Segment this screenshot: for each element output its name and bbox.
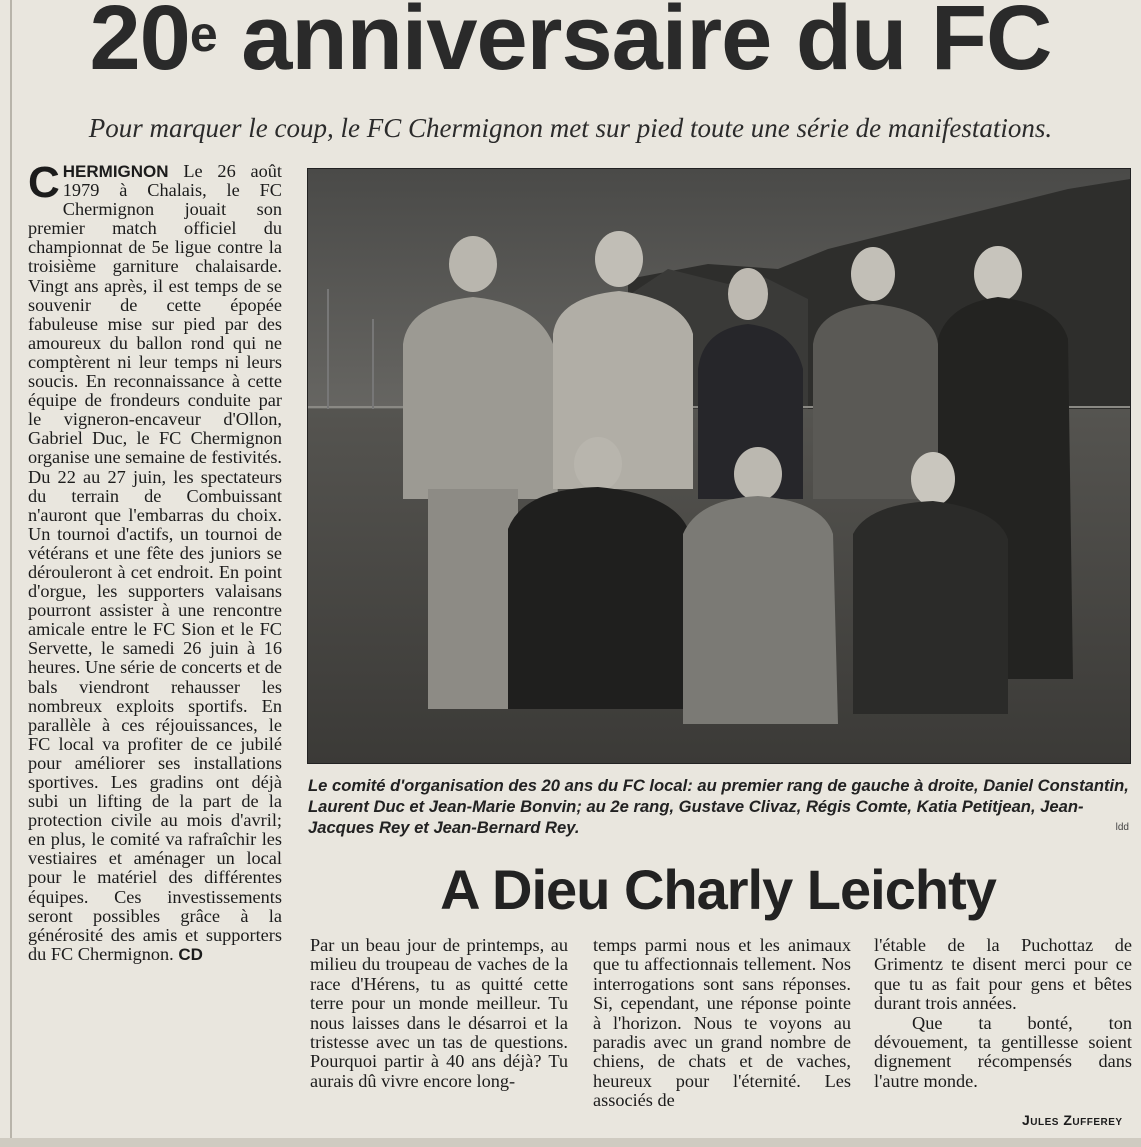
- obituary-column-2: [593, 936, 851, 1111]
- team-photo: [307, 168, 1131, 764]
- article-text: Le 26 août 1979 à Chalais, le FC Chermignon jouait son premier match officiel du championnat de 5e ligue contre la troisième garniture chalaisarde. Vingt ans après, il est temps de se souvenir de cette épopée fabuleuse mise sur pied par des amoureux du ballon rond qui ne comptèrent ni leur temps ni leurs soucis. En reconnaissance à cette équipe de frondeurs conduite par le vigneron-encaveur d'Ollon, Gabriel Duc, le FC Chermignon organise une semaine de festivités. Du 22 au 27 juin, les spectateurs du terrain de Combuissant n'auront que l'embarras du choix. Un tournoi d'actifs, un tournoi de vétérans et une fête des juniors se dérouleront à cet endroit. En point d'orgue, les supporters valaisans pourront assister à une rencontre amicale entre le FC Sion et le FC Servette, le samedi 26 juin à 16 heures. Une série de concerts et de bals viendront rehausser les nombreux exploits sportifs. En parallèle à ces réjouissances, le FC local va profiter de ce jubilé pour améliorer ses installations sportives. Les gradins ont déjà subi un lifting de la part de la protection civile au mois d'avril; en plus, le comité va rafraîchir les vestiaires et aménager un local pour le matériel des différentes équipes. Ces investissements seront possibles grâce à la générosité des amis et supporters du FC Chermignon.: [28, 161, 283, 964]
- obituary-paragraph: l'étable de la Puchottaz de Grimentz te disent merci pour ce que tu as fait pour gens et bêtes durant trois années.: [874, 935, 1132, 1014]
- subheadline: Pour marquer le coup, le FC Chermignon met sur pied toute une série de manifestations.: [88, 113, 1053, 143]
- page-edge: [10, 0, 12, 1147]
- article-body: [28, 158, 283, 964]
- obituary-paragraph: temps parmi nous et les animaux que tu affectionnais tellement. Nos interrogations sont sans réponses. Si, cependant, une réponse pointe à l'horizon. Nous te voyons au paradis avec un grand nombre de chiens, de chats et de vaches, heureux pour l'éternité. Les associés de: [593, 935, 851, 1111]
- author-initials: CD: [178, 944, 203, 964]
- obituary-column-3: [874, 936, 1132, 1091]
- photo-caption: Le comité d'organisation des 20 ans du FC local: au premier rang de gauche à droite, Daniel Constantin, Laurent Duc et Jean-Marie Bonvin; au 2e rang, Gustave Clivaz, Régis Comte, Katia Petitjean, Jean-Jacques Rey et Jean-Bernard Rey.: [308, 776, 1129, 837]
- obituary-paragraph: Que ta bonté, ton dévouement, ta gentillesse soient dignement récompensés dans l'autre monde.: [874, 1012, 1132, 1091]
- obituary-signature: Jules Zufferey: [1022, 1112, 1123, 1128]
- main-headline: 20e anniversaire du FC: [89, 0, 1052, 89]
- obituary-headline: A Dieu Charly Leichty: [440, 858, 996, 921]
- photo-credit: ldd: [1115, 822, 1129, 833]
- page-bottom-edge: [0, 1138, 1141, 1147]
- dateline-place: HERMIGNON: [62, 162, 169, 181]
- obituary-column-1: [310, 936, 568, 1091]
- obituary-paragraph: Par un beau jour de printemps, au milieu du troupeau de vaches de la race d'Hérens, tu as quitté cette terre pour un monde meilleur. Tu nous laisses dans le désarroi et la tristesse avec un tas de questions. Pourquoi partir à 40 ans déjà? Tu aurais dû vivre encore long-: [310, 935, 568, 1091]
- drop-cap: C: [28, 158, 60, 207]
